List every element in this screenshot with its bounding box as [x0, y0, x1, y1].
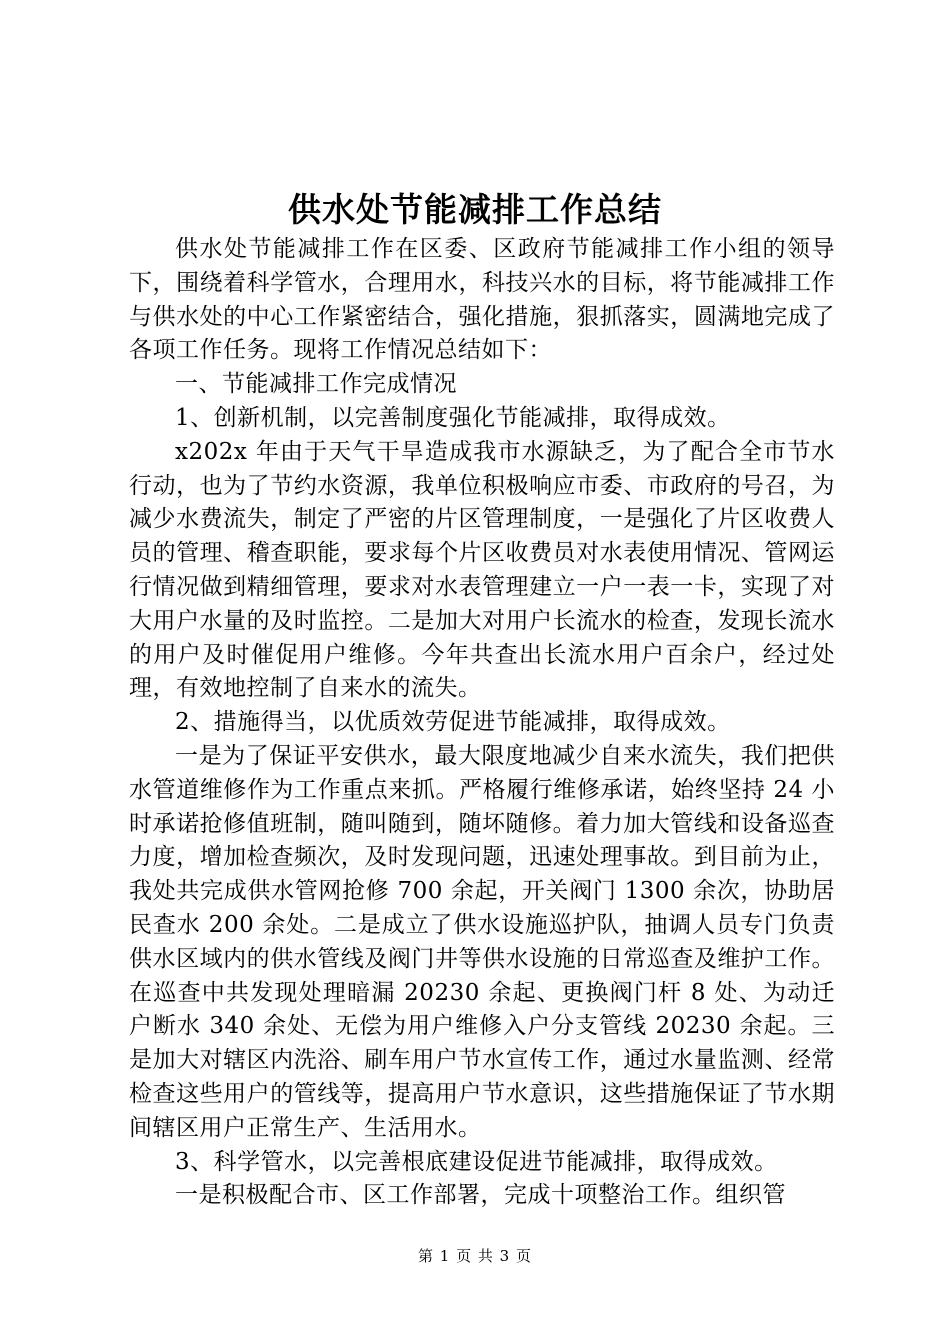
subheading-1: 1、创新机制，以完善制度强化节能减排，取得成效。 — [175, 404, 731, 431]
paragraph-2: 一是为了保证平安供水，最大限度地减少自来水流失，我们把供水管道维修作为工作重点来抓。严格履行维修承诺，始终坚持 24 小时承诺抢修值班制，随叫随到，随坏随修。着力加大管线和设备巡查力度，增加检查频次，及时发现问题，迅速处理事故。到目前为止，我处共完成供水管网抢修 700 余起，开关阀门 1300 余次，协助居民查水 200 余处。二是成立了供水设施巡护队，抽调人员专门负责供水区域内的供水管线及阀门井等供水设施的日常巡查及维护工作。在巡查中共发现处理暗漏 20230 余起、更换阀门杆 8 处、为动迁户断水 340 余处、无偿为用户维修入户分支管线 20230 余起。三是加大对辖区内洗浴、刷车用户节水宣传工作，通过水量监测、经常检查这些用户的管线等，提高用户节水意识，这些措施保证了节水期间辖区用户正常生产、生活用水。 — [129, 742, 835, 1141]
paragraph-1: x202x 年由于天气干旱造成我市水源缺乏，为了配合全市节水行动，也为了节约水资源，我单位积极响应市委、市政府的号召，为减少水费流失，制定了严密的片区管理制度，一是强化了片区收费人员的管理、稽查职能，要求每个片区收费员对水表使用情况、管网运行情况做到精细管理，要求对水表管理建立一户一表一卡，实现了对大用户水量的及时监控。二是加大对用户长流水的检查，发现长流水的用户及时催促用户维修。今年共查出长流水用户百余户，经过处理，有效地控制了自来水的流失。 — [129, 438, 835, 702]
subheading-2: 2、措施得当，以优质效劳促进节能减排，取得成效。 — [175, 709, 731, 736]
document-title: 供水处节能减排工作总结 — [288, 190, 662, 229]
document-body — [129, 233, 835, 1213]
subheading-3: 3、科学管水，以完善根底建设促进节能减排，取得成效。 — [175, 1148, 778, 1175]
page-footer: 第 1 页 共 3 页 — [418, 1247, 532, 1265]
paragraph-3: 一是积极配合市、区工作部署，完成十项整治工作。组织管 — [175, 1182, 786, 1209]
section-heading-1: 一、节能减排工作完成情况 — [175, 371, 457, 398]
paragraph-intro: 供水处节能减排工作在区委、区政府节能减排工作小组的领导下，围绕着科学管水，合理用水，科技兴水的目标，将节能减排工作与供水处的中心工作紧密结合，强化措施，狠抓落实，圆满地完成了各项工作任务。现将工作情况总结如下： — [129, 236, 835, 364]
